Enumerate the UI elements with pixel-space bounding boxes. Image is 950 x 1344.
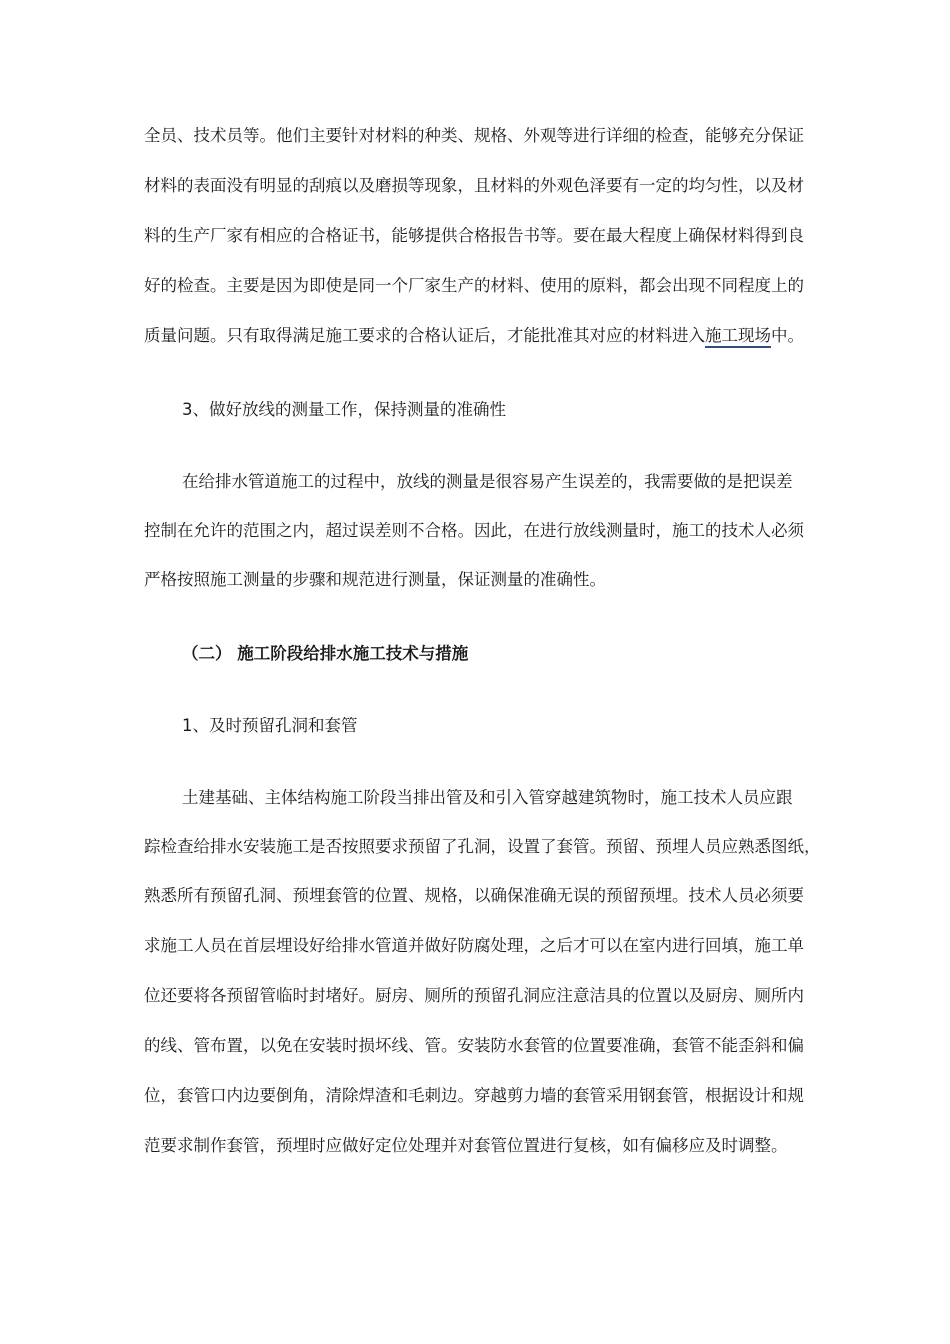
- paragraph-line: 范要求制作套管，预埋时应做好定位处理并对套管位置进行复核，如有偏移应及时调整。: [144, 1136, 788, 1155]
- section-heading: （二） 施工阶段给排水施工技术与措施: [182, 644, 469, 663]
- subheading-reserved-holes: 1、及时预留孔洞和套管: [182, 716, 358, 735]
- paragraph-text: 质量问题。只有取得满足施工要求的合格认证后，才能批准其对应的材料进入: [144, 326, 705, 345]
- subheading-measurement: 3、做好放线的测量工作，保持测量的准确性: [182, 400, 506, 419]
- paragraph-line: 求施工人员在首层埋设好给排水管道并做好防腐处理，之后才可以在室内进行回填，施工单: [144, 936, 804, 955]
- paragraph-line: 控制在允许的范围之内，超过误差则不合格。因此，在进行放线测量时，施工的技术人必须: [144, 521, 804, 540]
- paragraph-line: 全员、技术员等。他们主要针对材料的种类、规格、外观等进行详细的检查，能够充分保证: [144, 126, 804, 145]
- paragraph-text: 中。: [771, 326, 804, 345]
- paragraph-line: 的线、管布置，以免在安装时损坏线、管。安装防水套管的位置要准确，套管不能歪斜和偏: [144, 1036, 804, 1055]
- paragraph-line: 土建基础、主体结构施工阶段当排出管及和引入管穿越建筑物时，施工技术人员应跟: [182, 788, 793, 807]
- paragraph-line: [144, 324, 814, 348]
- paragraph-line: 好的检查。主要是因为即使是同一个厂家生产的材料、使用的原料，都会出现不同程度上的: [144, 276, 804, 295]
- paragraph-line: 位，套管口内边要倒角，清除焊渣和毛刺边。穿越剪力墙的套管采用钢套管，根据设计和规: [144, 1086, 804, 1105]
- paragraph-line: 料的生产厂家有相应的合格证书，能够提供合格报告书等。要在最大程度上确保材料得到良: [144, 226, 804, 245]
- paragraph-line: 材料的表面没有明显的刮痕以及磨损等现象，且材料的外观色泽要有一定的均匀性，以及材: [144, 176, 804, 195]
- paragraph-line: 熟悉所有预留孔洞、预埋套管的位置、规格，以确保准确无误的预留预埋。技术人员必须要: [144, 886, 804, 905]
- paragraph-line: 严格按照施工测量的步骤和规范进行测量，保证测量的准确性。: [144, 570, 606, 589]
- paragraph-line: 在给排水管道施工的过程中，放线的测量是很容易产生误差的，我需要做的是把误差: [182, 472, 793, 491]
- construction-site-link[interactable]: 施工现场: [705, 326, 771, 348]
- paragraph-line: 踪检查给排水安装施工是否按照要求预留了孔洞，设置了套管。预留、预埋人员应熟悉图纸，: [144, 837, 821, 856]
- paragraph-line: 位还要将各预留管临时封堵好。厨房、厕所的预留孔洞应注意洁具的位置以及厨房、厕所内: [144, 986, 804, 1005]
